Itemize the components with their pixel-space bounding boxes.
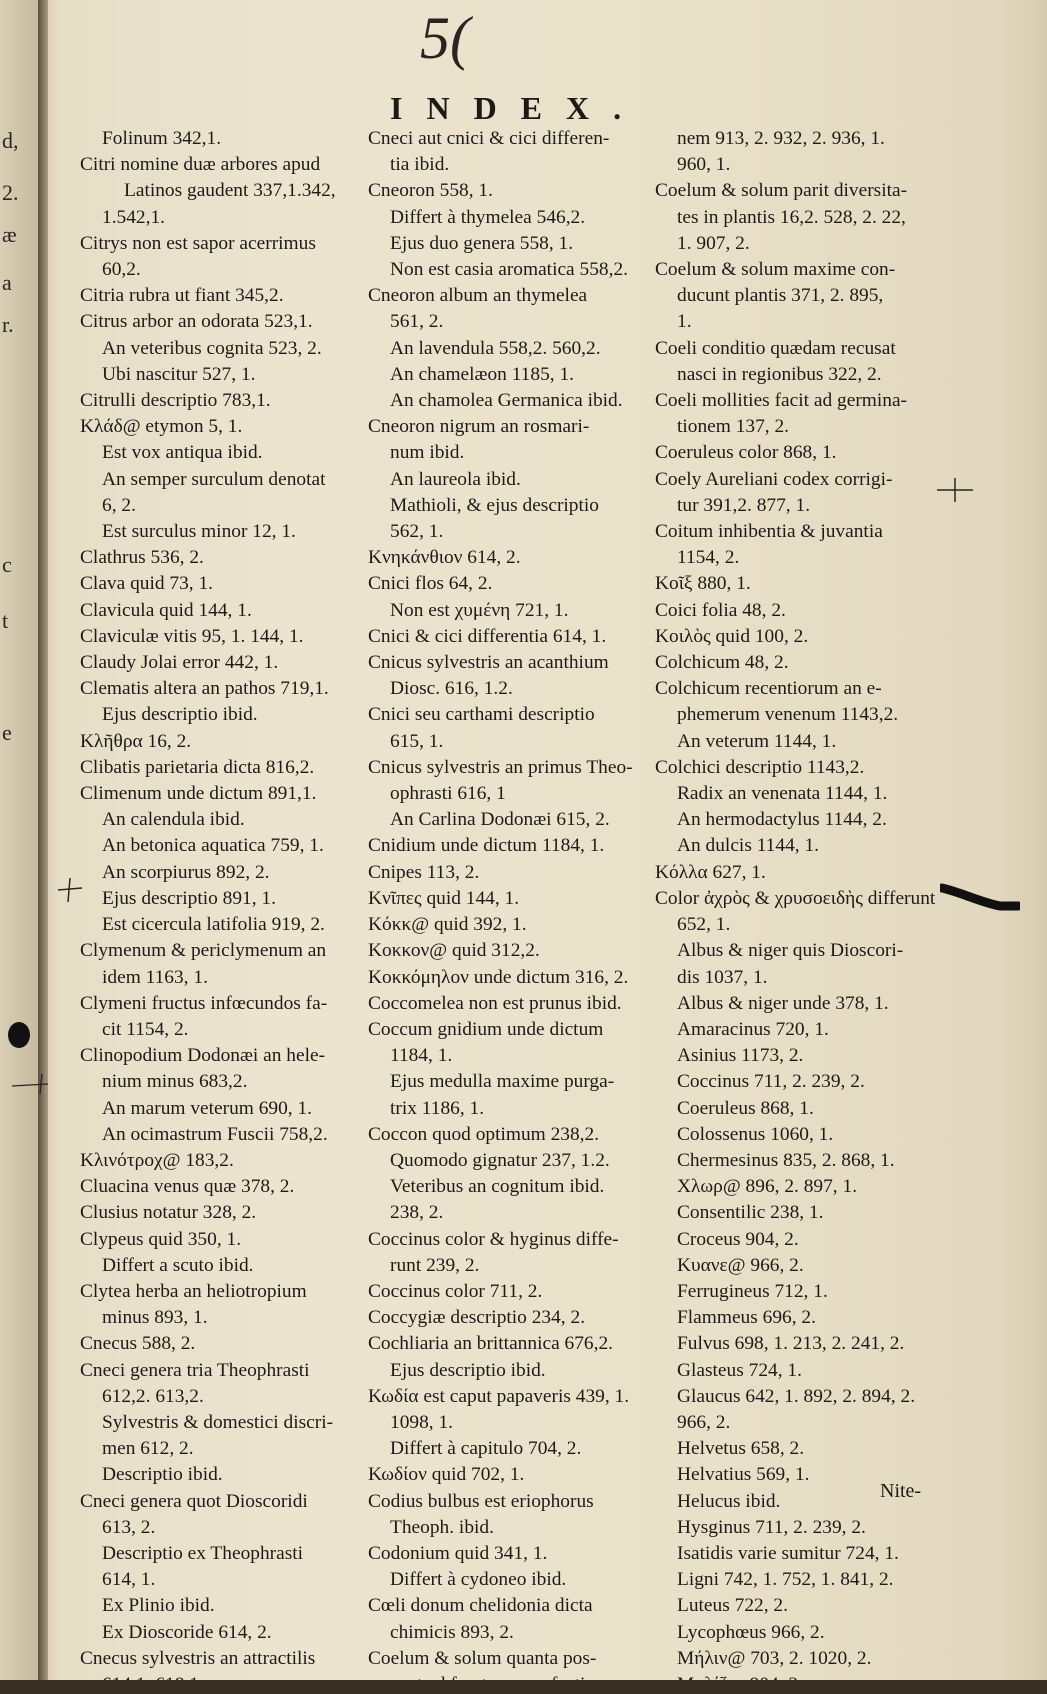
index-entry: Est vox antiqua ibid. <box>102 442 263 464</box>
index-entry: Clymeni fructus infœcundos fa- <box>80 992 328 1014</box>
index-entry: An chamolea Germanica ibid. <box>390 390 623 412</box>
index-entry: Κωδία est caput papaveris 439, 1. <box>368 1385 630 1407</box>
index-entry: Ejus duo genera 558, 1. <box>390 232 574 254</box>
index-entry: men 612, 2. <box>102 1438 194 1460</box>
index-entry: Consentilic 238, 1. <box>677 1202 824 1224</box>
index-entry: Hysginus 711, 2. 239, 2. <box>677 1516 866 1538</box>
index-entry: Coeruleus color 868, 1. <box>655 442 837 464</box>
index-entry: An calendula ibid. <box>102 809 245 831</box>
index-entry: Coccon quod optimum 238,2. <box>368 1123 600 1145</box>
index-column-1 <box>80 126 362 1694</box>
index-entry: Est surculus minor 12, 1. <box>102 521 296 543</box>
index-entry: Amaracinus 720, 1. <box>677 1018 829 1040</box>
index-entry: Differt à capitulo 704, 2. <box>390 1438 582 1460</box>
index-entry: Clibatis parietaria dicta 816,2. <box>80 756 315 778</box>
index-entry: 562, 1. <box>390 521 444 543</box>
page-bottom-edge <box>0 1680 1047 1694</box>
index-entry: An hermodactylus 1144, 2. <box>677 809 887 831</box>
index-entry: idem 1163, 1. <box>102 966 208 988</box>
index-entry: An chamelæon 1185, 1. <box>390 363 575 385</box>
facing-page-fragment: e <box>2 720 12 745</box>
index-entry: Veteribus an cognitum ibid. <box>390 1176 605 1198</box>
index-entry: phemerum venenum 1143,2. <box>677 704 899 726</box>
index-entry: Coitum inhibentia & juvantia <box>655 521 883 543</box>
index-entry: Helvatius 569, 1. <box>677 1464 810 1486</box>
binding-gutter <box>38 0 48 1694</box>
index-entry: tionem 137, 2. <box>677 416 790 438</box>
index-entry: Cnicus sylvestris an primus Theo- <box>368 756 633 778</box>
index-entry: Colossenus 1060, 1. <box>677 1123 834 1145</box>
index-entry: Κόλλα 627, 1. <box>655 861 766 883</box>
index-entry: Κόκκ@ quid 392, 1. <box>368 914 527 936</box>
index-entry: 652, 1. <box>677 914 731 936</box>
index-entry: Χλωρ@ 896, 2. 897, 1. <box>677 1176 858 1198</box>
facing-page-fragment: æ <box>2 222 17 247</box>
facing-page-fragment: t <box>2 608 9 633</box>
index-entry: Citri nomine duæ arbores apud <box>80 154 321 176</box>
index-entry: 238, 2. <box>390 1202 444 1224</box>
facing-page-fragment: 2. <box>2 180 19 205</box>
index-entry: Isatidis varie sumitur 724, 1. <box>677 1542 899 1564</box>
index-entry: Clusius notatur 328, 2. <box>80 1202 257 1224</box>
index-entry: 60,2. <box>102 259 141 281</box>
index-entry: An dulcis 1144, 1. <box>677 835 820 857</box>
index-entry: Coccomelea non est prunus ibid. <box>368 992 622 1014</box>
index-entry: Ejus descriptio ibid. <box>102 704 258 726</box>
index-entry: Citrys non est sapor acerrimus <box>80 232 316 254</box>
ink-blot-mark <box>6 1020 32 1050</box>
index-entry: Coccygiæ descriptio 234, 2. <box>368 1307 586 1329</box>
index-entry: Albus & niger quis Dioscori- <box>677 940 904 962</box>
index-entry: Glaucus 642, 1. 892, 2. 894, 2. <box>677 1385 916 1407</box>
index-entry: Sylvestris & domestici discri- <box>102 1411 334 1433</box>
index-entry: An ocimastrum Fuscii 758,2. <box>102 1123 328 1145</box>
index-entry: 615, 1. <box>390 730 444 752</box>
index-entry: Cnecus sylvestris an attractilis <box>80 1647 316 1669</box>
index-entry: Cnecus 588, 2. <box>80 1333 196 1355</box>
index-entry: Ejus descriptio ibid. <box>390 1359 546 1381</box>
index-entry: Coccum gnidium unde dictum <box>368 1018 604 1040</box>
index-entry: Descriptio ibid. <box>102 1464 223 1486</box>
facing-page-fragment: r. <box>2 312 14 337</box>
index-entry: Cneoron 558, 1. <box>368 180 493 202</box>
index-entry: An veterum 1144, 1. <box>677 730 837 752</box>
index-entry: Est cicercula latifolia 919, 2. <box>102 914 325 936</box>
index-entry: Helvetus 658, 2. <box>677 1438 805 1460</box>
index-entry: Diosc. 616, 1.2. <box>390 678 513 700</box>
index-entry: Coccinus 711, 2. 239, 2. <box>677 1071 865 1093</box>
index-entry: num ibid. <box>390 442 465 464</box>
index-entry: Flammeus 696, 2. <box>677 1307 816 1329</box>
index-entry: 1154, 2. <box>677 547 740 569</box>
index-entry: Citria rubra ut fiant 345,2. <box>80 285 284 307</box>
index-entry: nium minus 683,2. <box>102 1071 248 1093</box>
index-entry: Κοιλὸς quid 100, 2. <box>655 625 809 647</box>
index-entry: 561, 2. <box>390 311 444 333</box>
index-entry: Colchicum recentiorum an e- <box>655 678 882 700</box>
index-entry: 1. <box>677 311 692 333</box>
index-entry: Ex Dioscoride 614, 2. <box>102 1621 272 1643</box>
catchword: Nite- <box>880 1480 922 1502</box>
index-entry: Codonium quid 341, 1. <box>368 1542 548 1564</box>
index-entry: Coely Aureliani codex corrigi- <box>655 468 893 490</box>
index-entry: Κνηκάνθιον 614, 2. <box>368 547 521 569</box>
index-entry: Quomodo gignatur 237, 1.2. <box>390 1149 610 1171</box>
handwritten-folio-mark: 5( <box>420 5 470 71</box>
index-entry: 1.542,1. <box>102 206 166 228</box>
index-entry: Coelum & solum parit diversita- <box>655 180 908 202</box>
index-column-2 <box>368 126 658 1694</box>
index-entry: Coici folia 48, 2. <box>655 599 786 621</box>
index-entry: Κλινότροχ@ 183,2. <box>80 1149 234 1171</box>
index-entry: Citrulli descriptio 783,1. <box>80 390 271 412</box>
index-entry: 1184, 1. <box>390 1045 453 1067</box>
index-entry: runt 239, 2. <box>390 1254 480 1276</box>
index-entry: Glasteus 724, 1. <box>677 1359 802 1381</box>
index-entry: Cnicus sylvestris an acanthium <box>368 652 609 674</box>
index-entry: Mathioli, & ejus descriptio <box>390 494 599 516</box>
index-entry: Κλάδ@ etymon 5, 1. <box>80 416 243 438</box>
index-entry: 614, 1. <box>102 1569 156 1591</box>
index-entry: 1. 907, 2. <box>677 232 750 254</box>
index-entry: 966, 2. <box>677 1411 731 1433</box>
index-entry: 613, 2. <box>102 1516 156 1538</box>
index-entry: Coelum & solum quanta pos- <box>368 1647 597 1669</box>
index-entry: Κυανε@ 966, 2. <box>677 1254 804 1276</box>
index-entry: Κοῖξ 880, 1. <box>655 573 751 595</box>
margin-tick-mark <box>10 1072 50 1096</box>
index-entry: Citrus arbor an odorata 523,1. <box>80 311 313 333</box>
index-entry: Theoph. ibid. <box>390 1516 494 1538</box>
index-entry: Coelum & solum maxime con- <box>655 259 896 281</box>
index-entry: Cneci genera tria Theophrasti <box>80 1359 310 1381</box>
index-entry: An lavendula 558,2. 560,2. <box>390 337 601 359</box>
index-entry: Cnici & cici differentia 614, 1. <box>368 625 607 647</box>
index-entry: Descriptio ex Theophrasti <box>102 1542 304 1564</box>
index-column-3 <box>655 126 955 1694</box>
index-entry: Κοκκον@ quid 312,2. <box>368 940 540 962</box>
index-entry: ducunt plantis 371, 2. 895, <box>677 285 884 307</box>
index-entry: Ex Plinio ibid. <box>102 1595 215 1617</box>
index-entry: Latinos gaudent 337,1.342, <box>124 180 336 202</box>
margin-cross-mark <box>56 876 84 904</box>
index-entry: Clematis altera an pathos 719,1. <box>80 678 329 700</box>
index-entry: Luteus 722, 2. <box>677 1595 788 1617</box>
index-entry: trix 1186, 1. <box>390 1097 485 1119</box>
index-entry: Fulvus 698, 1. 213, 2. 241, 2. <box>677 1333 905 1355</box>
margin-cross-mark <box>935 478 975 502</box>
index-entry: Κνῖπες quid 144, 1. <box>368 887 520 909</box>
index-entry: Cnidium unde dictum 1184, 1. <box>368 835 605 857</box>
index-entry: Clinopodium Dodonæi an hele- <box>80 1045 326 1067</box>
index-entry: Κλῆθρα 16, 2. <box>80 730 192 752</box>
ink-stroke-mark <box>940 880 1020 920</box>
index-entry: cit 1154, 2. <box>102 1018 189 1040</box>
index-entry: Colchicum 48, 2. <box>655 652 789 674</box>
index-entry: tia ibid. <box>390 154 450 176</box>
index-entry: Climenum unde dictum 891,1. <box>80 783 317 805</box>
index-entry: Cnici flos 64, 2. <box>368 573 493 595</box>
index-entry: Albus & niger unde 378, 1. <box>677 992 889 1014</box>
index-entry: Colchici descriptio 1143,2. <box>655 756 865 778</box>
index-entry: Clavicula quid 144, 1. <box>80 599 252 621</box>
facing-page-fragment: a <box>2 270 12 295</box>
facing-page-fragment: d, <box>2 128 19 153</box>
index-entry: An Carlina Dodonæi 615, 2. <box>390 809 610 831</box>
index-entry: Non est casia aromatica 558,2. <box>390 259 628 281</box>
index-entry: Folinum 342,1. <box>102 128 222 149</box>
index-entry: Clymenum & periclymenum an <box>80 940 327 962</box>
index-entry: Clytea herba an heliotropium <box>80 1280 307 1302</box>
index-entry: Non est χυμένη 721, 1. <box>390 599 569 621</box>
index-entry: tes in plantis 16,2. 528, 2. 22, <box>677 206 906 228</box>
index-entry: An semper surculum denotat <box>102 468 326 490</box>
index-entry: Cluacina venus quæ 378, 2. <box>80 1176 295 1198</box>
index-entry: Cœli donum chelidonia dicta <box>368 1595 593 1617</box>
index-entry: Chermesinus 835, 2. 868, 1. <box>677 1149 895 1171</box>
index-entry: Cneoron album an thymelea <box>368 285 588 307</box>
index-entry: Cochliaria an brittannica 676,2. <box>368 1333 613 1355</box>
index-entry: Ferrugineus 712, 1. <box>677 1280 828 1302</box>
index-entry: An marum veterum 690, 1. <box>102 1097 313 1119</box>
index-entry: nasci in regionibus 322, 2. <box>677 363 882 385</box>
index-entry: dis 1037, 1. <box>677 966 768 988</box>
index-entry: Κοκκόμηλον unde dictum 316, 2. <box>368 966 629 988</box>
index-entry: Claudy Jolai error 442, 1. <box>80 652 279 674</box>
index-entry: Cneoron nigrum an rosmari- <box>368 416 590 438</box>
index-entry: 1098, 1. <box>390 1411 454 1433</box>
index-entry: Coeli conditio quædam recusat <box>655 337 896 359</box>
index-entry: Κωδίον quid 702, 1. <box>368 1464 525 1486</box>
index-entry: Cnici seu carthami descriptio <box>368 704 595 726</box>
index-entry: Ejus medulla maxime purga- <box>390 1071 615 1093</box>
index-entry: Coeruleus 868, 1. <box>677 1097 814 1119</box>
index-entry: Clava quid 73, 1. <box>80 573 214 595</box>
index-entry: Coccinus color & hyginus diffe- <box>368 1228 619 1250</box>
index-entry: Differt à thymelea 546,2. <box>390 206 586 228</box>
index-entry: Coeli mollities facit ad germina- <box>655 390 908 412</box>
index-entry: Μήλιν@ 703, 2. 1020, 2. <box>677 1647 872 1669</box>
index-entry: nem 913, 2. 932, 2. 936, 1. <box>677 128 885 149</box>
index-entry: Helucus ibid. <box>677 1490 781 1512</box>
index-entry: ophrasti 616, 1 <box>390 783 506 805</box>
index-entry: 612,2. 613,2. <box>102 1385 204 1407</box>
page-title: INDEX. <box>390 90 646 126</box>
index-entry: 960, 1. <box>677 154 731 176</box>
index-entry: An betonica aquatica 759, 1. <box>102 835 324 857</box>
facing-page-fragment: c <box>2 552 12 577</box>
index-entry: An veteribus cognita 523, 2. <box>102 337 322 359</box>
index-entry: An laureola ibid. <box>390 468 521 490</box>
index-entry: Clathrus 536, 2. <box>80 547 204 569</box>
index-entry: Croceus 904, 2. <box>677 1228 799 1250</box>
index-entry: Differt à cydoneo ibid. <box>390 1569 567 1591</box>
index-entry: Radix an venenata 1144, 1. <box>677 783 888 805</box>
index-entry: minus 893, 1. <box>102 1307 208 1329</box>
index-entry: 6, 2. <box>102 494 136 516</box>
index-entry: Codius bulbus est eriophorus <box>368 1490 594 1512</box>
index-entry: Cnipes 113, 2. <box>368 861 480 883</box>
index-entry: Differt a scuto ibid. <box>102 1254 254 1276</box>
index-entry: Cneci genera quot Dioscoridi <box>80 1490 308 1512</box>
index-entry: Ejus descriptio 891, 1. <box>102 887 276 909</box>
index-entry: Claviculæ vitis 95, 1. 144, 1. <box>80 625 304 647</box>
index-entry: Asinius 1173, 2. <box>677 1045 804 1067</box>
index-entry: Lycophœus 966, 2. <box>677 1621 825 1643</box>
index-entry: Ubi nascitur 527, 1. <box>102 363 256 385</box>
index-entry: Cneci aut cnici & cici differen- <box>368 128 610 149</box>
index-entry: tur 391,2. 877, 1. <box>677 494 811 516</box>
index-entry: An scorpiurus 892, 2. <box>102 861 270 883</box>
index-entry: Ligni 742, 1. 752, 1. 841, 2. <box>677 1569 894 1591</box>
index-entry: Coccinus color 711, 2. <box>368 1280 543 1302</box>
index-entry: chimicis 893, 2. <box>390 1621 514 1643</box>
facing-page-edge <box>0 0 40 1694</box>
index-entry: Color ἀχρὸς & χρυσοειδὴς differunt <box>655 887 936 909</box>
index-entry: Clypeus quid 350, 1. <box>80 1228 242 1250</box>
